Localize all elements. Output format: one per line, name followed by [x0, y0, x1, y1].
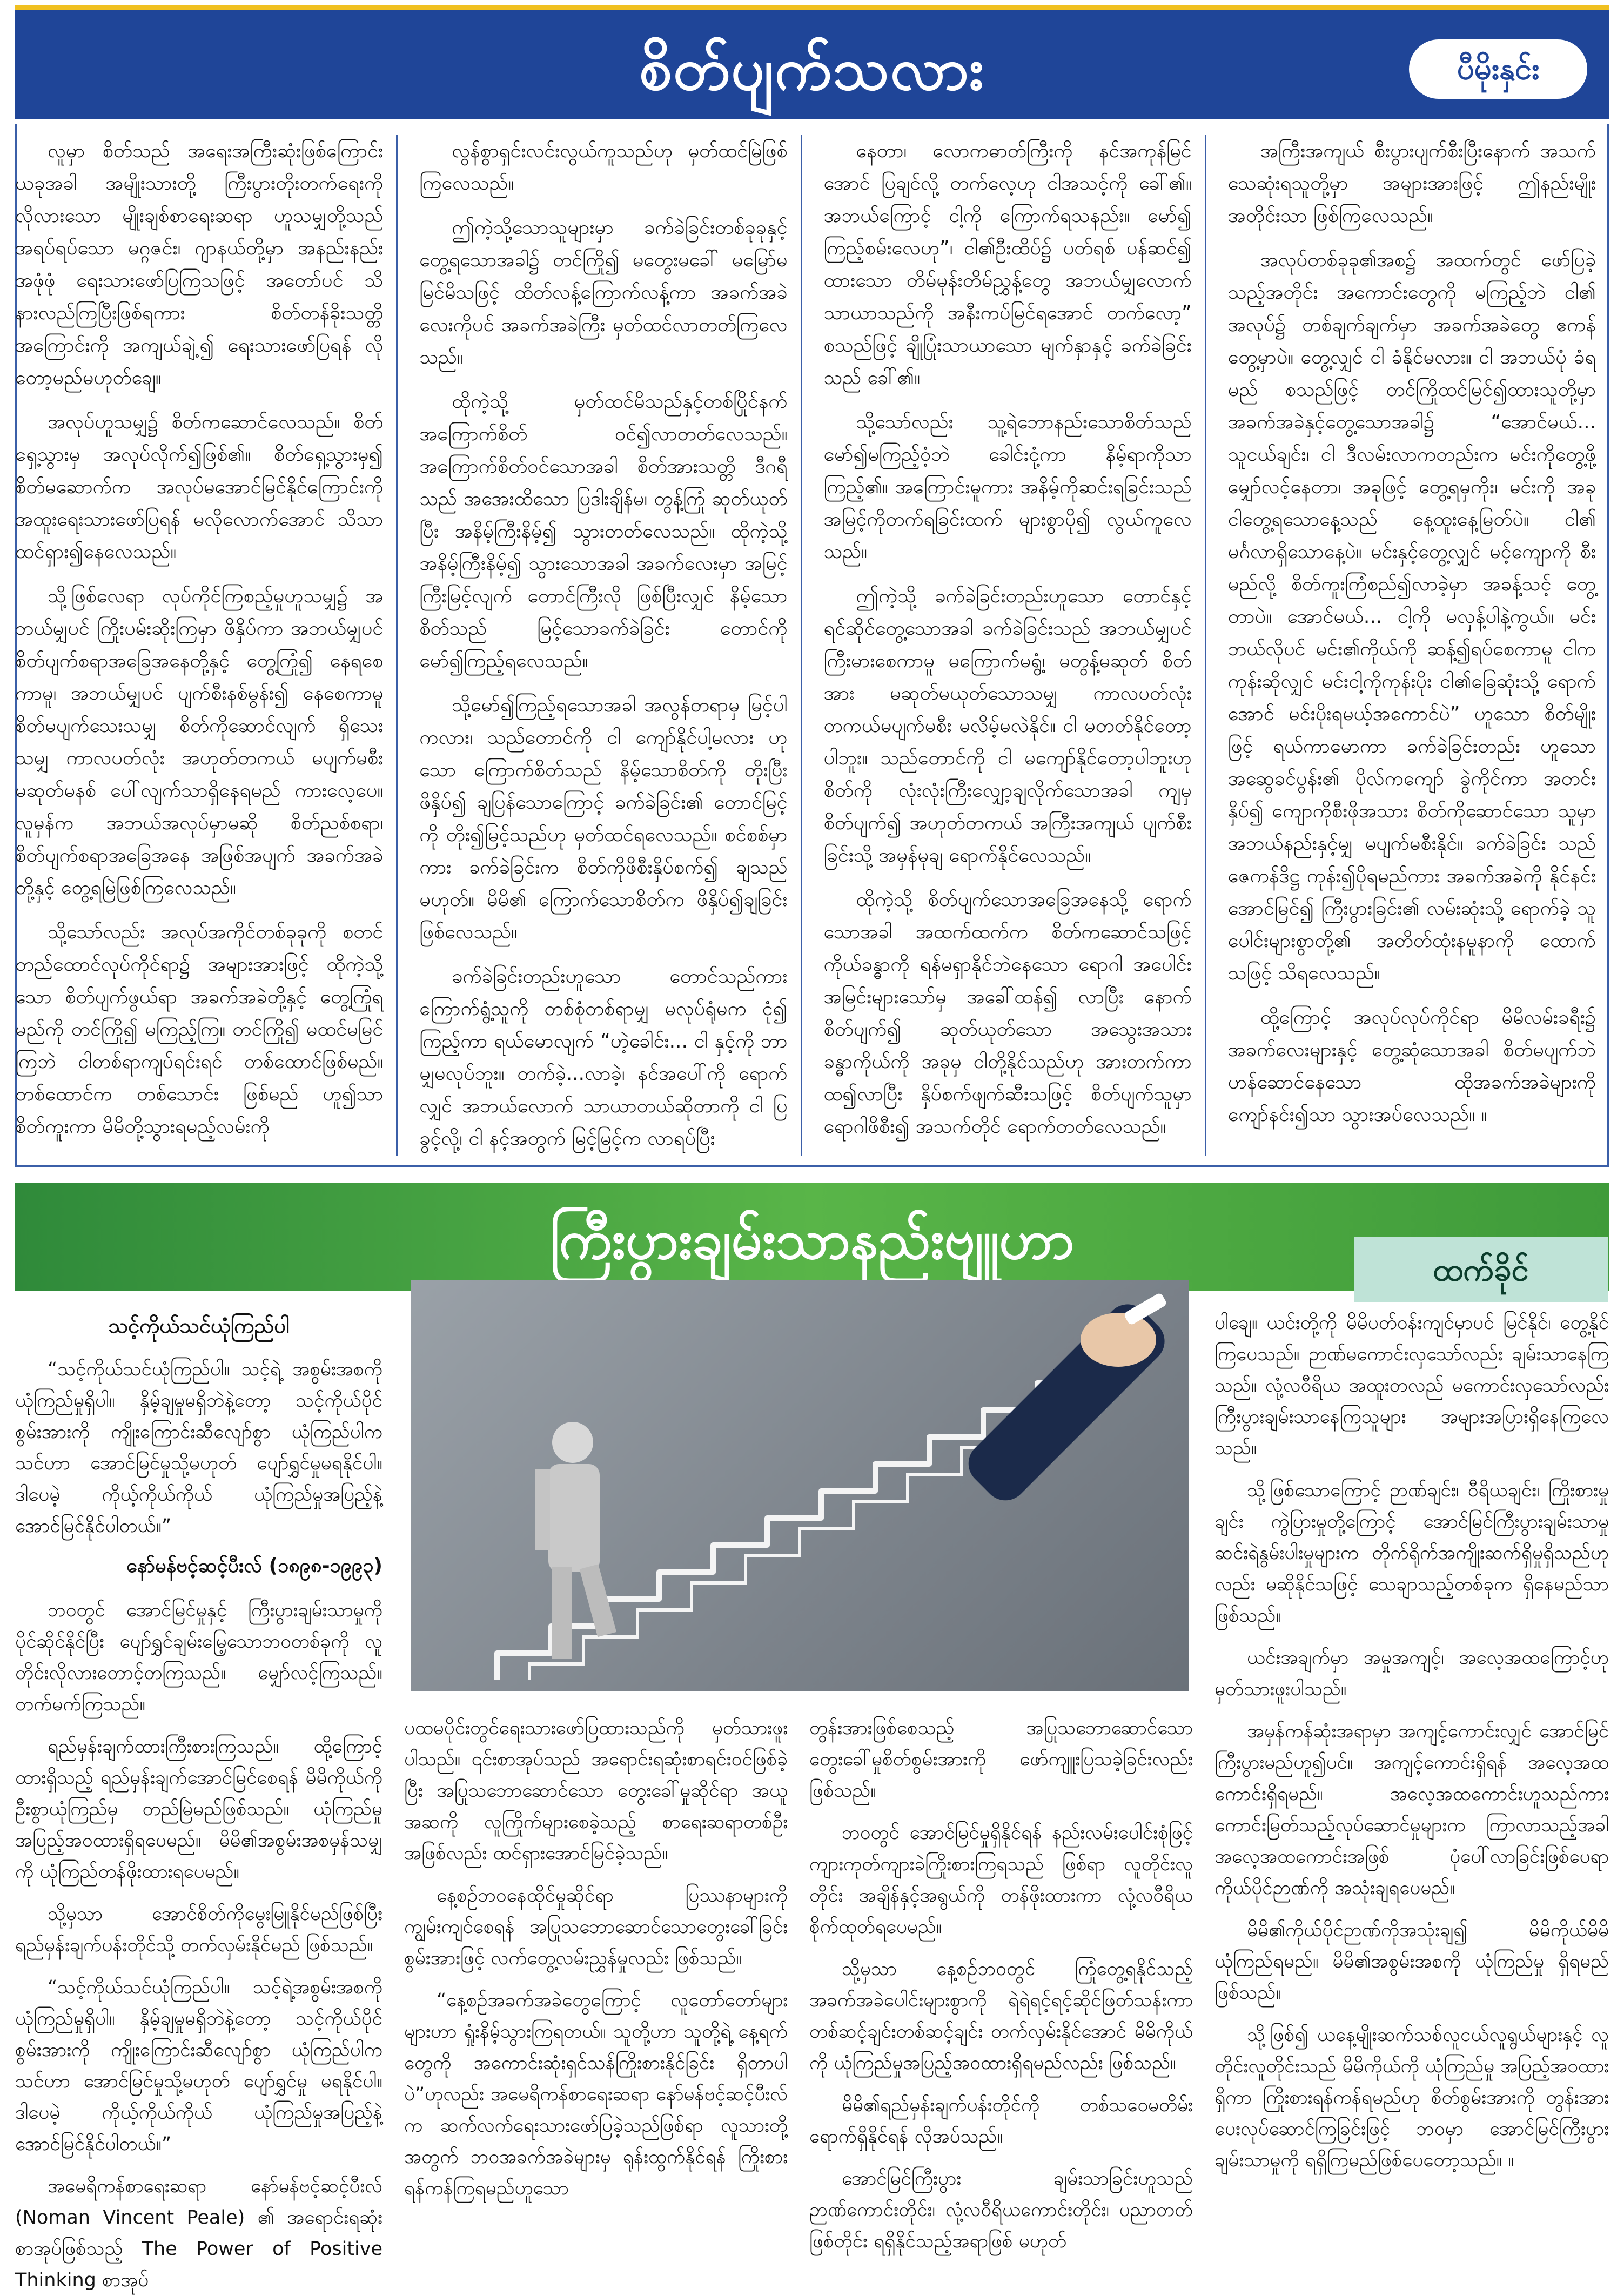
- paragraph: အလုပ်တစ်ခုခု၏အစ၌ အထက်တွင် ဖော်ပြခဲ့သည့်အတိုင်း အကောင်းတွေကို မကြည့်ဘဲ ငါ၏ အလုပ်၌ တစ်ချက်ချက်မှာ အခက်အခဲတွေ ဧကန် တွေ့မှာပဲ။ တွေ့လျှင် ငါ ခံနိုင်မလား။ ငါ အဘယ်ပုံ ခံရမည် စသည်ဖြင့် တင်ကြိုထင်မြင်၍ထားသူတို့မှာ အခက်အခဲနှင့်တွေ့သောအခါ၌ “အောင်မယ်... သူငယ်ချင်း၊ ငါ ဒီလမ်းလာကတည်းက မင်းကိုတွေ့ဖို့ မျှော်လင့်နေတာ၊ အခုဖြင့် တွေ့ရမှကိုး၊ မင်းကို အခု ငါတွေ့ရသောနေ့သည် နေ့ထူးနေ့မြတ်ပဲ။ ငါ၏ မင်္ဂလာရှိသောနေ့ပဲ။ မင်းနှင့်တွေ့လျှင် မင့်ကျောကို စီးမည်လို့ စိတ်ကူးကြံစည်၍လာခဲ့မှာ အခန့်သင့် တွေ့တာပဲ။ အောင်မယ်... ငါ့ကို မလှန့်ပါနဲ့ကွယ်။ မင်း ဘယ်လိုပင် မင်း၏ကိုယ်ကို ဆန့်၍ရပ်စေကာမူ ငါက ကုန်းဆိုလျှင် မင်းငါ့ကိုကုန်းပိုး ငါ၏ခြေဆုံးသို့ ရောက်အောင် မင်းပိုးရမယ့်အကောင်ပဲ” ဟူသော စိတ်မျိုးဖြင့် ရယ်ကာမောကာ ခက်ခဲခြင်းတည်း ဟူသော အဆွေခင်ပွန်း၏ ပိုလ်ကကျော် ခွဲကိုင်ကာ အတင်းနှိပ်၍ ကျောကိုစီးဖိုအသား စိတ်ကိုဆောင်သော သူမှာ အဘယ်နည်းနှင့်မျှ မပျက်မစီးနိုင်။ ခက်ခဲခြင်း သည် ဇေကန်ဒိဋ္ဌ ကုန်း၍ပိုရမည်ကား အခက်အခဲကို နိုင်နင်းအောင်မြင်၍ ကြီးပွားခြင်း၏ လမ်းဆုံးသို့ ရောက်ခဲ့ သူပေါင်းများစွာတို့၏ အတိတ်ထုံးနမူနာကို ထောက်သဖြင့် သိရလေသည်။: [1227, 249, 1596, 984]
- article-2-subhead: သင့်ကိုယ်သင်ယုံကြည်ပါ: [108, 1314, 290, 1338]
- paragraph: နေ့စဉ်ဘဝနေထိုင်မှုဆိုင်ရာ ပြဿနာများကို ကျွမ်းကျင်စေရန် အပြုသဘောဆောင်သောတွေးခေါ်ခြင်း စွမ်းအားဖြင့် လက်တွေ့လမ်းညွှန်မှုလည်း ဖြစ်သည်။: [404, 1885, 788, 1969]
- paragraph: သို့သော်လည်း သူ့ရဲဘောနည်းသောစိတ်သည် မော်၍မကြည့်ဝံ့ဘဲ ခေါင်းငုံ့ကာ နိမ့်ရာကိုသာ ကြည့်၏။ အကြောင်းမူကား အနိမ့်ကိုဆင်းရခြင်းသည် အမြင့်ကိုတက်ရခြင်းထက် များစွာပို၍ လွယ်ကူလေသည်။: [823, 411, 1192, 563]
- paragraph: ပါချေ။ ယင်းတို့ကို မိမိပတ်ဝန်းကျင်မှာပင် မြင်နိုင်၊ တွေ့နိုင်ကြပေသည်။ ဉာဏ်မကောင်းလှသော်လည်း ချမ်းသာနေကြသည်။ လုံ့လဝီရိယ အထူးတလည် မကောင်းလှသော်လည်း ကြီးပွားချမ်းသာနေကြသူများ အများအပြားရှိနေကြလေသည်။: [1214, 1312, 1609, 1459]
- paragraph: အမှန်ကန်ဆုံးအရာမှာ အကျင့်ကောင်းလျှင် အောင်မြင်ကြီးပွားမည်ဟူ၍ပင်။ အကျင့်ကောင်းရှိရန် အလေ့အထကောင်းရှိရမည်။ အလေ့အထကောင်းဟူသည်ကား ကောင်းမြတ်သည့်လုပ်ဆောင်မှုများက ကြာလာသည့်အခါ အလေ့အထကောင်းအဖြစ် ပုံပေါ်လာခြင်းဖြစ်ပေရာ ကိုယ်ပိုင်ဉာဏ်ကို အသုံးချရပေမည်။: [1214, 1721, 1609, 1899]
- paragraph: သို့သော်လည်း အလုပ်အကိုင်တစ်ခုခုကို စတင်တည်ထောင်လုပ်ကိုင်ရာ၌ အများအားဖြင့် ထိုကဲ့သို့သော စိတ်ပျက်ဖွယ်ရာ အခက်အခဲတို့နှင့် တွေ့ကြုံရမည်ကို တင်ကြို၍ မကြည့်ကြ။ တင်ကြို၍ မထင်မမြင်ကြဘဲ ငါတစ်ရာကျပ်ရင်းရင် တစ်ထောင်ဖြစ်မည်။ တစ်ထောင်က တစ်သောင်း ဖြစ်မည် ဟူ၍သာ စိတ်ကူးကာ မိမိတို့သွားရမည့်လမ်းကို: [15, 921, 384, 1138]
- paragraph: ယင်းအချက်မှာ အမှုအကျင့်၊ အလေ့အထကြောင့်ဟု မှတ်သားဖူးပါသည်။: [1214, 1647, 1609, 1700]
- paragraph: ပထမပိုင်းတွင်ရေးသားဖော်ပြထားသည်ကို မှတ်သားဖူးပါသည်။ ၎င်းစာအုပ်သည် အရောင်းရဆုံးစာရင်းဝင်ဖြစ်ခဲ့ပြီး အပြုသဘောဆောင်သော တွေးခေါ်မှုဆိုင်ရာ အယူအဆကို လူကြိုက်များစေခဲ့သည့် စာရေးဆရာတစ်ဦးအဖြစ်လည်း ထင်ရှားအောင်မြင်ခဲ့သည်။: [404, 1717, 788, 1864]
- paragraph: ဘဝတွင် အောင်မြင်မှုနှင့် ကြီးပွားချမ်းသာမှုကို ပိုင်ဆိုင်နိုင်ပြီး ပျော်ရွှင်ချမ်းမြေ့သောဘဝတစ်ခုကို လူတိုင်းလိုလားတောင့်တကြသည်။ မျှော်လင့်ကြသည်။ တက်မက်ကြသည်။: [15, 1600, 382, 1715]
- paragraph: “နေ့စဉ်အခက်အခဲတွေကြောင့် လူတော်တော်များများဟာ ရှုံးနိမ့်သွားကြရတယ်။ သူတို့ဟာ သူတို့ရဲ့ နေ့ရက်တွေကို အကောင်းဆုံးရှင်သန်ကြိုးစားနိုင်ခြင်း ရှိတာပါပဲ”ဟုလည်း အမေရိကန်စာရေးဆရာ နော်မန်ဗင့်ဆင့်ပီးလ်က ဆက်လက်ရေးသားဖော်ပြခဲ့သည်ဖြစ်ရာ လူသားတို့အတွက် ဘဝအခက်အခဲများမှ ရုန်းထွက်နိုင်ရန် ကြိုးစားရန်ကန်ကြရမည်ဟူသော: [404, 1990, 788, 2199]
- paragraph: သို့ဖြစ်သောကြောင့် ဉာဏ်ချင်း၊ ဝီရိယချင်း၊ ကြိုးစားမှုချင်း ကွဲပြားမှုတို့ကြောင့် အောင်မြင်ကြီးပွားချမ်းသာမှု ဆင်းရဲနွမ်းပါးမှုများက တိုက်ရိုက်အကျိုးဆက်ရှိမှုရှိသည်ဟုလည်း မဆိုနိုင်သဖြင့် သေချာသည့်တစ်ခုက ရှိနေမည်သာဖြစ်သည်။: [1214, 1480, 1609, 1627]
- article-2-middle-column-1: [404, 1713, 788, 2215]
- paragraph: ထိုကဲ့သို့ မှတ်ထင်မိသည်နှင့်တစ်ပြိုင်နက် အကြောက်စိတ် ဝင်၍လာတတ်လေသည်။ အကြောက်စိတ်ဝင်သောအခါ စိတ်အားသတ္တိ ဒီဂရီသည် အအေးထိသော ပြဒါးချိန်မ၊ တွန့်ကြုံ ဆုတ်ယုတ်ပြီး အနိမ့်ကြီးနိမ့်၍ သွားတတ်လေသည်။ ထိုကဲ့သို့ အနိမ့်ကြီးနိမ့်၍ သွားသောအခါ အခက်လေးမှာ အမြင့်ကြီးမြင့်လျက် တောင်ကြီးလို ဖြစ်ပြီးလျှင် နိမ့်သောစိတ်သည် မြင့်သောခက်ခဲခြင်း တောင်ကို မော်၍ကြည့်ရလေသည်။: [419, 391, 788, 672]
- article-2-columns: [15, 1307, 1609, 2291]
- paragraph: သို့မော်၍ကြည့်ရသောအခါ အလွန်တရာမှ မြင့်ပါကလား၊ သည်တောင်ကို ငါ ကျော်နိုင်ပါ့မလား ဟုသော ကြောက်စိတ်သည် နိမ့်သောစိတ်ကို တိုးပြီး ဖိနှိပ်၍ ချပြန်သောကြောင့် ခက်ခဲခြင်း၏ တောင်မြင့်ကို တိုး၍မြင့်သည်ဟု မှတ်ထင်ရလေသည်။ စင်စစ်မှာကား ခက်ခဲခြင်းက စိတ်ကိုဖိစီးနှိပ်စက်၍ ချသည် မဟုတ်။ မိမိ၏ ကြောက်သောစိတ်က ဖိနှိပ်၍ချခြင်း ဖြစ်လေသည်။: [419, 694, 788, 943]
- paragraph: ဘဝတွင် အောင်မြင်မှုရှိနိုင်ရန် နည်းလမ်းပေါင်းစုံဖြင့် ကျားကုတ်ကျားခဲကြိုးစားကြရသည် ဖြစ်ရာ လူတိုင်းလူတိုင်း အချိန်နှင့်အရွယ်ကို တန်ဖိုးထားကာ လုံ့လဝီရိယစိုက်ထုတ်ရပေမည်။: [809, 1822, 1193, 1938]
- quote-attribution: နော်မန်ဗင့်ဆင့်ပီးလ် (၁၈၉၈-၁၉၉၃): [126, 1555, 382, 1577]
- article-2-middle-column-2: [809, 1713, 1193, 2252]
- paragraph: ထိုကဲ့သို့ စိတ်ပျက်သောအခြေအနေသို့ ရောက်သောအခါ အထက်ထက်က စိတ်ကဆောင်သဖြင့် ကိုယ်ခန္ဓာကို ရန်မရှာနိုင်ဘဲနေသော ရောဂါ အပေါင်းအမြင်းများသော်မှ အခေါ်ထန်၍ လာပြီး နောက် စိတ်ပျက်၍ ဆုတ်ယုတ်သော အသွေးအသား ခန္ဓာကိုယ်ကို အခုမှ ငါတို့နိုင်သည်ဟု အားတက်ကာ ထ၍လာပြီး နှိပ်စက်ဖျက်ဆီးသဖြင့် စိတ်ပျက်သူမှာ ရောဂါဖိစီး၍ အသက်တိုင် ရောက်တတ်လေသည်။: [823, 889, 1192, 1138]
- paragraph: လူမှာ စိတ်သည် အရေးအကြီးဆုံးဖြစ်ကြောင်း ယခုအခါ အမျိုးသားတို့ ကြီးပွားတိုးတက်ရေးကို လိုလားသော မျိုးချစ်စာရေးဆရာ ဟူသမျှတို့သည် အရပ်ရပ်သော မဂ္ဂဇင်း၊ ဂျာနယ်တို့မှာ အနည်းနည်း အဖုံဖုံ ရေးသားဖော်ပြကြသဖြင့် အတော်ပင် သိနားလည်ကြပြီးဖြစ်ရကား စိတ်တန်ခိုးသတ္တိ အကြောင်းကို အကျယ်ချဲ့၍ ရေးသားဖော်ပြရန် လိုတော့မည်မဟုတ်ချေ။: [15, 140, 384, 389]
- article-1-columns: [15, 135, 1609, 1156]
- article-1-column-3: [824, 135, 1206, 1156]
- paragraph: အလုပ်ဟူသမျှ၌ စိတ်ကဆောင်လေသည်။ စိတ်ရှေ့သွားမှ အလုပ်လိုက်၍ဖြစ်၏။ စိတ်ရှေ့သွားမှ၍ စိတ်မဆောက်က အလုပ်မအောင်မြင်နိုင်ကြောင်းကို အထူးရေးသားဖော်ပြရန် မလိုလောက်အောင် သိသာထင်ရှား၍နေလေသည်။: [15, 411, 384, 563]
- paragraph: သို့မှသာ နေ့စဉ်ဘဝတွင် ကြုံတွေ့ရနိုင်သည့် အခက်အခဲပေါင်းများစွာကို ရဲရဲရင့်ရင့်ဆိုင်ဖြတ်သန်းကာ တစ်ဆင့်ချင်းတစ်ဆင့်ချင်း တက်လှမ်းနိုင်အောင် မိမိကိုယ်ကို ယုံကြည်မှုအပြည့်အဝထားရှိရမည်လည်း ဖြစ်သည်။: [809, 1958, 1193, 2074]
- article-2-middle-columns: [404, 1713, 1193, 2252]
- quote: “သင့်ကိုယ်သင်ယုံကြည်ပါ။ သင့်ရဲ့ အစွမ်းအစကို ယုံကြည်မှုရှိပါ။ နှိမ့်ချမှုမရှိဘဲနဲ့တော့ သင့်ကိုယ်ပိုင် စွမ်းအားကို ကျိုးကြောင်းဆီလျော်စွာ ယုံကြည်ပါက သင်ဟာ အောင်မြင်မှုသို့မဟုတ် ပျော်ရွှင်မှုမရနိုင်ပါ။ ဒါပေမဲ့ ကိုယ့်ကိုယ်ကိုယ် ယုံကြည်မှုအပြည့်နဲ့ အောင်မြင်နိုင်ပါတယ်။”: [15, 1359, 382, 1537]
- article-2-left-column: [15, 1307, 382, 2291]
- paragraph: ထို့ကြောင့် အလုပ်လုပ်ကိုင်ရာ မိမိလမ်းခရီး၌ အခက်လေးများနှင့် တွေ့ဆုံသောအခါ စိတ်မပျက်ဘဲ ဟန်ဆောင်နေသော ထိုအခက်အခဲများကို ကျော်နင်း၍သာ သွားအပ်လေသည်။ ။: [1227, 1006, 1596, 1126]
- paragraph: အမေရိကန်စာရေးဆရာ နော်မန်ဗင့်ဆင့်ပီးလ် (Noman Vincent Peale) ၏ အရောင်းရဆုံး စာအုပ်ဖြစ်သည့် The Power of Positive Thinking စာအုပ်: [15, 2176, 382, 2291]
- paragraph: ရည်မှန်းချက်ထားကြီးစားကြသည်။ ထို့ကြောင့် ထားရှိသည့် ရည်မှန်းချက်အောင်မြင်စေရန် မိမိကိုယ်ကို ဦးစွာယုံကြည်မှ တည်မြဲမည်ဖြစ်သည်။ ယုံကြည်မှုအပြည့်အဝထားရှိရပေမည်။ မိမိ၏အစွမ်းအစမှန်သမျှကို ယုံကြည်တန်ဖိုးထားရပေမည်။: [15, 1736, 382, 1883]
- paragraph: သို့မှသာ အောင်စိတ်ကိုမွေးမြူနိုင်မည်ဖြစ်ပြီး ရည်မှန်းချက်ပန်းတိုင်သို့ တက်လှမ်းနိုင်မည် ဖြစ်သည်။: [15, 1903, 382, 1956]
- article-1-column-2: [419, 135, 802, 1156]
- paragraph: ဤကဲ့သို့သောသူများမှာ ခက်ခဲခြင်းတစ်ခုခုနှင့် တွေ့ရသောအခါ၌ တင်ကြို၍ မတွေးမခေါ် မမြော်မမြင်မိသဖြင့် ထိတ်လန့်ကြောက်လန့်ကာ အခက်အခဲလေးကိုပင် အခက်အခဲကြီး မှတ်ထင်လာတတ်ကြလေသည်။: [419, 217, 788, 368]
- paragraph: လွန်စွာရှင်းလင်းလွယ်ကူသည်ဟု မှတ်ထင်မြဲဖြစ်ကြလေသည်။: [419, 140, 788, 194]
- article-1-column-1: [15, 135, 398, 1156]
- article-1-author: ပီမိုးနှင်း: [1409, 39, 1587, 99]
- article-1-title: စိတ်ပျက်သလား: [639, 36, 985, 103]
- paragraph: မိမိ၏ရည်မှန်းချက်ပန်းတိုင်ကို တစ်သဝေမတိမ်း ရောက်ရှိနိုင်ရန် လိုအပ်သည်။: [809, 2094, 1193, 2147]
- paragraph: နေတာ၊ လောကဓာတ်ကြီးကို နင်အကုန်မြင်အောင် ပြချင်လို့ တက်လေ့ဟု ငါအသင့်ကို ခေါ်၏။ အဘယ်ကြောင့် ငါ့ကို ကြောက်ရသနည်း။ မော်၍ ကြည့်စမ်းလေဟု”၊ ငါ၏ဦးထိပ်၌ ပတ်ရစ် ပန်ဆင်၍ ထားသော တိမ်မုန်းတိမ်ညွှန့်တွေ အဘယ်မျှလောက် သာယာသည်ကို အနီးကပ်မြင်ရအောင် တက်လော့” စသည်ဖြင့် ချိုပြုံးသာယာသော မျက်နှာနှင့် ခက်ခဲခြင်းသည် ခေါ်၏။: [823, 140, 1192, 389]
- paragraph: ခက်ခဲခြင်းတည်းဟူသော တောင်သည်ကား ကြောက်ရွံ့သူကို တစ်စုံတစ်ရာမျှ မလုပ်ရုံမက ငုံ၍ ကြည့်ကာ ရယ်မောလျက် “ဟဲ့ခေါင်း... ငါ နှင့်ကို ဘာမျှမလုပ်ဘူး။ တက်ခဲ့...လာခဲ့၊ နင်အပေါ်ကို ရောက်လျှင် အဘယ်လောက် သာယာတယ်ဆိုတာကို ငါ ပြခွင့်လို့၊ ငါ နင့်အတွက် မြင့်မြင့်က လာရပ်ပြီး: [419, 965, 788, 1150]
- article-1-column-4: [1228, 135, 1609, 1156]
- paragraph: သို့ဖြစ်လေရာ လုပ်ကိုင်ကြစည့်မှုဟူသမျှ၌ အဘယ်မျှပင် ကြိုးပမ်းဆိုးကြမှာ ဖိနှိပ်ကာ အဘယ်မျှပင် စိတ်ပျက်စရာအခြေအနေတို့နှင့် တွေ့ကြုံ၍ နေရစေကာမူ၊ အဘယ်မျှပင် ပျက်စီးနစ်မွန်း၍ နေစေကာမူ စိတ်မပျက်သေးသမျှ စိတ်ကိုဆောင်လျက် ရှိသေးသမျှ ကာလပတ်လုံး အဟုတ်တကယ် မပျက်မစီး မဆုတ်မနစ် ပေါ်လျက်သာရှိနေရမည် ကားလေ့ပေ။ လူမှန်က အဘယ်အလုပ်မှာမဆို စိတ်ညစ်စရာ၊ စိတ်ပျက်စရာအခြေအနေ အဖြစ်အပျက် အခက်အခဲတို့နှင့် တွေ့ရမြဲဖြစ်ကြလေသည်။: [15, 585, 384, 899]
- paragraph: မိမိ၏ကိုယ်ပိုင်ဉာဏ်ကိုအသုံးချ၍ မိမိကိုယ်မိမိ ယုံကြည်ရမည်။ မိမိ၏အစွမ်းအစကို ယုံကြည်မှု ရှိရမည်ဖြစ်သည်။: [1214, 1919, 1609, 2004]
- paragraph: ဤကဲ့သို့ ခက်ခဲခြင်းတည်းဟူသော တောင်နှင့် ရင်ဆိုင်တွေ့သောအခါ ခက်ခဲခြင်းသည် အဘယ်မျှပင် ကြီးမားစေကာမူ မကြောက်မရွံ့၊ မတွန့်မဆုတ် စိတ်အား မဆုတ်မယုတ်သောသမျှ ကာလပတ်လုံး တကယ်မပျက်မစီး မလိမ့်မလဲနိုင်။ ငါ မတတ်နိုင်တော့ပါဘူး။ သည်တောင်ကို ငါ မကျော်နိုင်တော့ပါဘူးဟု စိတ်ကို လုံးလုံးကြီးလျှော့ချလိုက်သောအခါ ကျမှ စိတ်ပျက်၍ အဟုတ်တကယ် အကြီးအကျယ် ပျက်စီးခြင်းသို့ အမှန်မုချ ရောက်နိုင်လေသည်။: [823, 585, 1192, 867]
- article-2-right-column: [1214, 1307, 1609, 2215]
- paragraph: အကြီးအကျယ် စီးပွားပျက်စီးပြီးနောက် အသက်သေဆုံးရသူတို့မှာ အများအားဖြင့် ဤနည်းမျိုး အတိုင်းသာ ဖြစ်ကြလေသည်။: [1227, 140, 1596, 227]
- article-2-author: ထက်ခိုင်: [1354, 1237, 1608, 1302]
- paragraph: သို့ဖြစ်၍ ယနေ့မျိုးဆက်သစ်လူငယ်လူရွယ်များနှင့် လူတိုင်းလူတိုင်းသည် မိမိကိုယ်ကို ယုံကြည်မှု အပြည့်အဝထားရှိကာ ကြိုးစားရန်ကန်ရမည်ဟု စိတ်စွမ်းအားကို တွန်းအားပေးလုပ်ဆောင်ကြခြင်းဖြင့် ဘဝမှာ အောင်မြင်ကြီးပွားချမ်းသာမှုကို ရရှိကြမည်ဖြစ်ပေတော့သည်။ ။: [1214, 2024, 1609, 2171]
- article-1-banner: [15, 5, 1609, 119]
- article-2-title: ကြီးပွားချမ်းသာနည်းဗျူဟာ: [549, 1208, 1075, 1271]
- paragraph: တွန်းအားဖြစ်စေသည့် အပြုသဘောဆောင်သော တွေးခေါ်မှုစိတ်စွမ်းအားကို ဖော်ကျူးပြသခဲ့ခြင်းလည်း ဖြစ်သည်။: [809, 1717, 1193, 1802]
- paragraph: အောင်မြင်ကြီးပွား ချမ်းသာခြင်းဟူသည် ဉာဏ်ကောင်းတိုင်း၊ လုံ့လဝီရိယကောင်းတိုင်း၊ ပညာတတ်ဖြစ်တိုင်း ရရှိနိုင်သည့်အရာဖြစ် မဟုတ်: [809, 2168, 1193, 2252]
- quote: “သင့်ကိုယ်သင်ယုံကြည်ပါ။ သင့်ရဲ့အစွမ်းအစကို ယုံကြည်မှုရှိပါ။ နှိမ့်ချမှုမရှိဘဲနဲ့တော့ သင့်ကိုယ်ပိုင် စွမ်းအားကို ကျိုးကြောင်းဆီလျော်စွာ ယုံကြည်ပါက သင်ဟာ အောင်မြင်မှုသို့မဟုတ် ပျော်ရွှင်မှု မရနိုင်ပါ။ ဒါပေမဲ့ ကိုယ့်ကိုယ်ကိုယ် ယုံကြည်မှုအပြည့်နဲ့ အောင်မြင်နိုင်ပါတယ်။”: [15, 1977, 382, 2155]
